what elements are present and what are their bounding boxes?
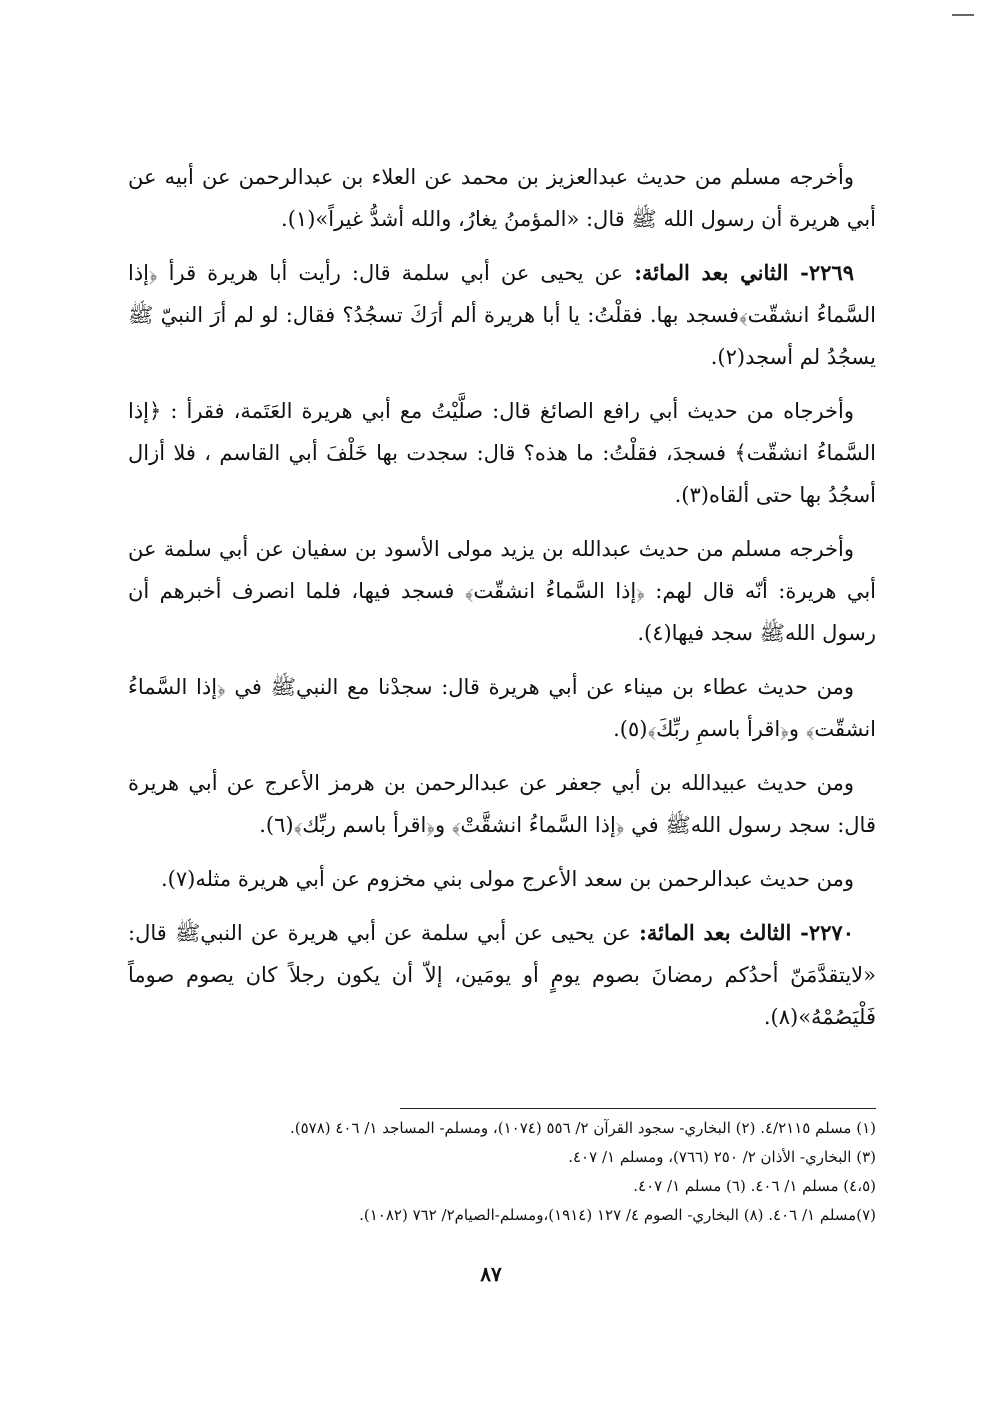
paragraph-8 [128, 912, 876, 1038]
page-number: ٨٧ [480, 1262, 502, 1286]
paragraph-text: عن يحيى عن أبي سلمة قال: رأيت أبا هريرة قرأ ﴿إذا السَّماءُ انشقّت﴾فسجد بها. فقلْتُ: يا أبا هريرة ألم أرَكَ تسجُدُ؟ فقال: لو لم أرَ النبيّ ﷺ يسجُدُ لم أسجد(٢). [128, 261, 876, 369]
paragraph-4 [128, 528, 876, 654]
paragraph-1 [128, 156, 876, 240]
paragraph-text: وأخرجه مسلم من حديث عبدالعزيز بن محمد عن العلاء بن عبدالرحمن عن أبيه عن أبي هريرة أن رسول الله ﷺ قال: «المؤمنُ يغارُ، والله أشدُّ غيراً»(١). [128, 165, 876, 231]
footnotes [128, 1114, 876, 1230]
hadith-number-heading: ٢٢٧٠- الثالث بعد المائة: [639, 920, 854, 945]
hadith-number-heading: ٢٢٦٩- الثاني بعد المائة: [634, 260, 854, 285]
paragraph-7 [128, 858, 876, 900]
corner-mark [952, 14, 974, 16]
paragraph-text: ومن حديث عبدالرحمن بن سعد الأعرج مولى بني مخزوم عن أبي هريرة مثله(٧). [161, 867, 854, 891]
footnote-divider [400, 1108, 876, 1109]
paragraph-text: ومن حديث عطاء بن ميناء عن أبي هريرة قال: سجدْنا مع النبيﷺ في ﴿إذا السَّماءُ انشقّت﴾ و﴿اقرأ باسمِ ربِّكَ﴾(٥). [128, 675, 876, 741]
paragraph-2 [128, 252, 876, 378]
paragraph-text: وأخرجه مسلم من حديث عبدالله بن يزيد مولى الأسود بن سفيان عن أبي سلمة عن أبي هريرة: أنّه قال لهم: ﴿إذا السَّماءُ انشقّت﴾ فسجد فيها، فلما انصرف أخبرهم أن رسول اللهﷺ سجد فيها(٤). [128, 537, 876, 645]
paragraph-5 [128, 666, 876, 750]
paragraph-text: وأخرجاه من حديث أبي رافع الصائغ قال: صلَّيْتُ مع أبي هريرة العَتَمة، فقرأ : ﴿إذا السَّماءُ انشقّت﴾ فسجدَ، فقلْتُ: ما هذه؟ قال: سجدت بها خَلْفَ أبي القاسم ، فلا أزال أسجُدُ بها حتى ألقاه(٣). [128, 399, 876, 507]
paragraph-text: ومن حديث عبيدالله بن أبي جعفر عن عبدالرحمن بن هرمز الأعرج عن أبي هريرة قال: سجد رسول اللهﷺ في ﴿إذا السَّماءُ انشقَّتْ﴾ و﴿اقرأ باسم ربِّك﴾(٦). [128, 771, 876, 837]
footnote-line: (٣) البخاري- الأذان ٢/ ٢٥٠ (٧٦٦)، ومسلم ١/ ٤٠٧. [568, 1148, 876, 1166]
footnote-line: (٧)مسلم ١/ ٤٠٦. (٨) البخاري- الصوم ٤/ ١٢٧ (١٩١٤)،ومسلم-الصيام٢/ ٧٦٢ (١٠٨٢). [359, 1206, 876, 1224]
paragraph-3 [128, 390, 876, 516]
footnote-line: (٤،٥) مسلم ١/ ٤٠٦. (٦) مسلم ١/ ٤٠٧. [633, 1177, 876, 1195]
footnote-line: (١) مسلم ٤/٢١١٥. (٢) البخاري- سجود القرآن ٢/ ٥٥٦ (١٠٧٤)، ومسلم- المساجد ١/ ٤٠٦ (٥٧٨). [289, 1119, 876, 1137]
paragraph-6 [128, 762, 876, 846]
paragraph-text: عن يحيى عن أبي سلمة عن أبي هريرة عن النبيﷺ قال: «لايتقدَّمَنّ أحدُكم رمضانَ بصوم يومٍ أو يومَين، إلاّ أن يكون رجلاً كان يصوم صوماً فَلْيَصُمْهُ»(٨). [128, 921, 876, 1029]
main-text [128, 156, 876, 1050]
